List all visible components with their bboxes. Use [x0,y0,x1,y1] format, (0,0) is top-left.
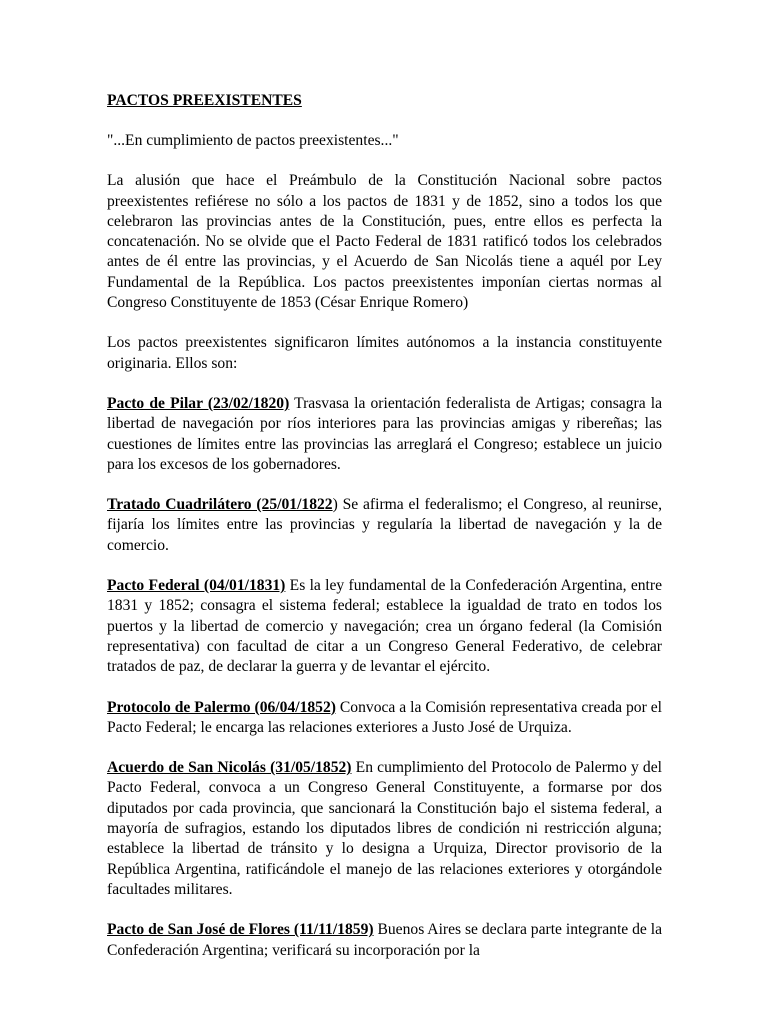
limits-paragraph: Los pactos preexistentes significaron límites autónomos a la instancia constituyente originaria. Ellos son: [107,334,662,372]
pact-text: En cumplimiento del Protocolo de Palermo y del Pacto Federal, convoca a un Congreso General Constituyente, a formarse por dos diputados por cada provincia, que sancionará la Constitución bajo el sistema federal, a mayoría de sufragios, estando los diputados libres de condición ni restricción alguna; establece la libertad de tránsito y lo designa a Urquiza, Director provisorio de la República Argentina, ratificándole el manejo de las relaciones exteriores y otorgándole facultades militares. [107,759,662,898]
pact-paragraph [107,758,662,900]
pact-heading: Acuerdo de San Nicolás (31/05/1852) [107,759,352,777]
pact-text: Buenos Aires se declara parte integrante de la Confederación Argentina; verificará su incorporación por la [107,921,662,959]
pact-paragraph [107,576,662,677]
pact-text: ) Se afirma el federalismo; el Congreso, al reunirse, fijaría los límites entre las provincias y regularía la libertad de navegación y la de comercio. [107,496,663,554]
pact-paragraph [107,698,662,739]
pact-heading: Pacto de Pilar (23/02/1820) [107,394,290,412]
pact-text: Convoca a la Comisión representativa creada por el Pacto Federal; le encarga las relaciones exteriores a Justo José de Urquiza. [107,698,662,736]
preamble-quote: "...En cumplimiento de pactos preexistentes..." [107,132,399,149]
pact-paragraph [107,920,662,961]
pact-text: Trasvasa la orientación federalista de Artigas; consagra la libertad de navegación por ríos interiores para las provincias amigas y ribereñas; las cuestiones de límites entre las provincias las arreglará el Congreso; establece un juicio para los excesos de los gobernadores. [107,394,662,473]
pact-text: Es la ley fundamental de la Confederación Argentina, entre 1831 y 1852; consagra el sistema federal; establece la igualdad de trato en todos los puertos y la libertad de comercio y navegación; crea un órgano federal (la Comisión representativa) con facultad de citar a un Congreso General Federativo, de celebrar tratados de paz, de declarar la guerra y de levantar el ejército. [107,577,662,676]
document-title: PACTOS PREEXISTENTES [107,92,302,109]
pact-paragraph [107,394,662,475]
pact-heading: Protocolo de Palermo (06/04/1852) [107,698,336,716]
pact-heading: Tratado Cuadrilátero (25/01/1822 [107,496,333,514]
pact-heading: Pacto de San José de Flores (11/11/1859) [107,921,374,939]
intro-paragraph: La alusión que hace el Preámbulo de la Constitución Nacional sobre pactos preexistentes refiérese no sólo a los pactos de 1831 y de 1852, sino a todos los que celebraron las provincias antes de la Constitución, pues, entre ellos es perfecta la concatenación. No se olvide que el Pacto Federal de 1831 ratificó todos los celebrados antes de él entre las provincias, y el Acuerdo de San Nicolás tiene a aquél por Ley Fundamental de la República. Los pactos preexistentes imponían ciertas normas al Congreso Constituyente de 1853 (César Enrique Romero) [107,172,662,312]
pact-heading: Pacto Federal (04/01/1831) [107,577,286,595]
pact-paragraph [107,495,662,556]
